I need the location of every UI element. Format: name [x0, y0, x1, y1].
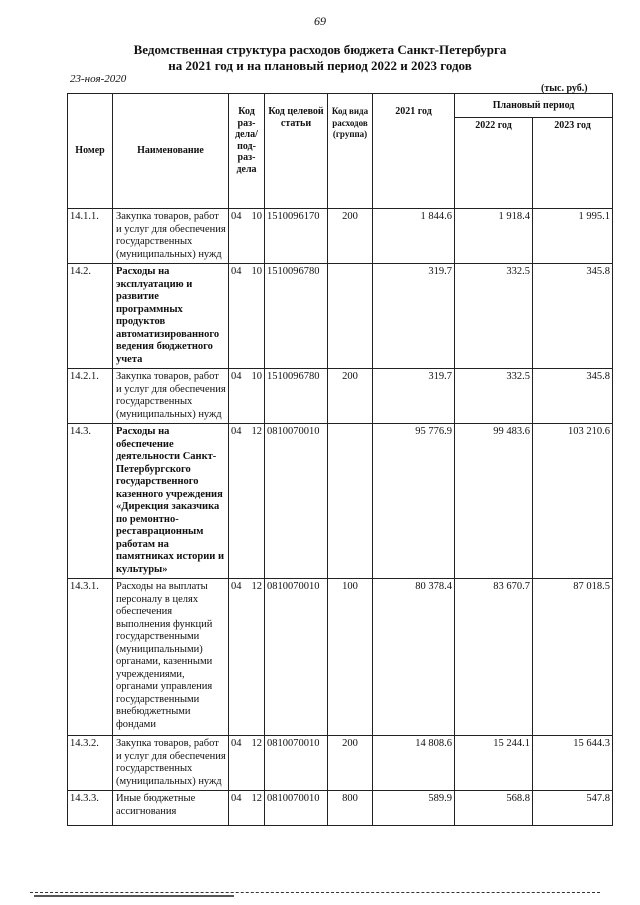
row-number: 14.3.3.	[68, 791, 113, 826]
row-section: 04	[229, 424, 246, 579]
row-expense-kind	[328, 264, 373, 369]
row-value-2022: 332.5	[455, 369, 533, 424]
row-value-2022: 1 918.4	[455, 209, 533, 264]
row-value-2021: 14 808.6	[373, 736, 455, 791]
row-number: 14.3.1.	[68, 579, 113, 736]
row-section: 04	[229, 791, 246, 826]
row-value-2022: 568.8	[455, 791, 533, 826]
row-expense-kind: 200	[328, 369, 373, 424]
row-target-code: 0810070010	[265, 736, 328, 791]
row-value-2022: 15 244.1	[455, 736, 533, 791]
row-number: 14.2.	[68, 264, 113, 369]
table-row	[68, 424, 613, 579]
row-subsection: 12	[246, 424, 265, 579]
row-expense-kind	[328, 424, 373, 579]
row-value-2023: 87 018.5	[533, 579, 613, 736]
row-value-2023: 345.8	[533, 264, 613, 369]
row-number: 14.3.2.	[68, 736, 113, 791]
budget-table	[67, 93, 613, 826]
row-subsection: 12	[246, 579, 265, 736]
row-name: Расходы на выплаты персоналу в целях обеспечения выполнения функций государственными (муниципальными) органами, казенными учреждениями, органами управления государственными внебюджетными фондами	[113, 579, 229, 736]
table-row	[68, 369, 613, 424]
row-value-2021: 319.7	[373, 264, 455, 369]
header-target: Код целевой статьи	[265, 94, 328, 209]
row-section: 04	[229, 736, 246, 791]
row-target-code: 1510096170	[265, 209, 328, 264]
row-name: Расходы на эксплуатацию и развитие программных продуктов автоматизированного ведения бюджетного учета	[113, 264, 229, 369]
title-line-1: Ведомственная структура расходов бюджета Санкт-Петербурга	[133, 42, 507, 57]
page-number: 69	[314, 14, 326, 28]
row-name: Расходы на обеспечение деятельности Санкт-Петербургского государственного казенного учреждения «Дирекция заказчика по ремонтно-реставрационным работам на памятниках истории и культуры»	[113, 424, 229, 579]
title-line-2: на 2021 год и на плановый период 2022 и 2023 годов	[168, 58, 472, 73]
row-value-2023: 15 644.3	[533, 736, 613, 791]
row-expense-kind: 100	[328, 579, 373, 736]
row-name: Закупка товаров, работ и услуг для обеспечения государственных (муниципальных) нужд	[113, 736, 229, 791]
row-subsection: 12	[246, 736, 265, 791]
row-number: 14.2.1.	[68, 369, 113, 424]
row-value-2021: 589.9	[373, 791, 455, 826]
row-target-code: 1510096780	[265, 264, 328, 369]
header-name: Наименование	[113, 94, 229, 209]
row-number: 14.1.1.	[68, 209, 113, 264]
header-2021: 2021 год	[373, 94, 455, 209]
header-number: Номер	[68, 94, 113, 209]
row-section: 04	[229, 369, 246, 424]
row-value-2023: 547.8	[533, 791, 613, 826]
document-date: 23-ноя-2020	[70, 73, 127, 85]
units-label: (тыс. руб.)	[541, 83, 588, 94]
row-section: 04	[229, 579, 246, 736]
row-expense-kind: 200	[328, 736, 373, 791]
row-value-2021: 80 378.4	[373, 579, 455, 736]
row-target-code: 0810070010	[265, 424, 328, 579]
row-expense-kind: 200	[328, 209, 373, 264]
header-section: Код раз- дела/ под- раз- дела	[229, 94, 265, 209]
row-subsection: 10	[246, 209, 265, 264]
row-subsection: 10	[246, 264, 265, 369]
header-planned-period: Плановый период	[455, 94, 613, 118]
row-value-2021: 319.7	[373, 369, 455, 424]
row-subsection: 12	[246, 791, 265, 826]
row-value-2022: 332.5	[455, 264, 533, 369]
table-row	[68, 209, 613, 264]
table-row	[68, 736, 613, 791]
row-subsection: 10	[246, 369, 265, 424]
table-row	[68, 791, 613, 826]
header-kind: Код вида расходов (группа)	[328, 94, 373, 209]
row-name: Иные бюджетные ассигнования	[113, 791, 229, 826]
footer-mark	[34, 895, 234, 897]
footer-line	[30, 892, 600, 894]
row-value-2022: 83 670.7	[455, 579, 533, 736]
row-value-2023: 1 995.1	[533, 209, 613, 264]
row-target-code: 0810070010	[265, 579, 328, 736]
row-expense-kind: 800	[328, 791, 373, 826]
row-section: 04	[229, 264, 246, 369]
row-section: 04	[229, 209, 246, 264]
row-target-code: 0810070010	[265, 791, 328, 826]
table-row	[68, 264, 613, 369]
header-2023: 2023 год	[533, 118, 613, 209]
row-name: Закупка товаров, работ и услуг для обеспечения государственных (муниципальных) нужд	[113, 209, 229, 264]
document-title	[0, 42, 640, 74]
row-value-2021: 1 844.6	[373, 209, 455, 264]
row-target-code: 1510096780	[265, 369, 328, 424]
table-row	[68, 579, 613, 736]
row-value-2023: 103 210.6	[533, 424, 613, 579]
row-value-2022: 99 483.6	[455, 424, 533, 579]
row-number: 14.3.	[68, 424, 113, 579]
row-name: Закупка товаров, работ и услуг для обеспечения государственных (муниципальных) нужд	[113, 369, 229, 424]
row-value-2023: 345.8	[533, 369, 613, 424]
header-2022: 2022 год	[455, 118, 533, 209]
row-value-2021: 95 776.9	[373, 424, 455, 579]
